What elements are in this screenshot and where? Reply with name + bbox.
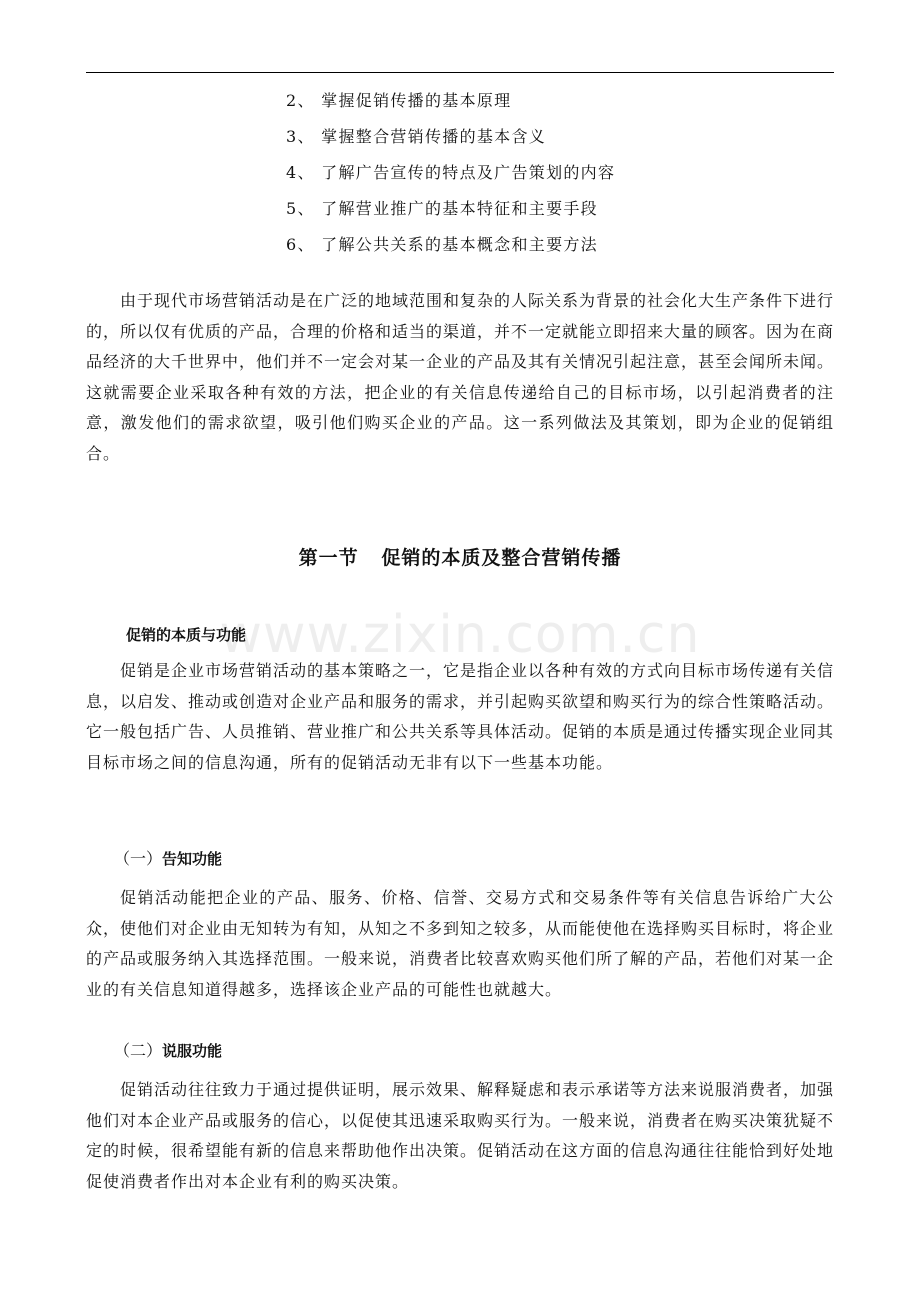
objective-item: 5、 了解营业推广的基本特征和主要手段: [286, 199, 598, 218]
function-heading-persuade: [114, 1036, 222, 1066]
objective-item: 2、 掌握促销传播的基本原理: [286, 91, 512, 110]
subsection-paragraph: 促销是企业市场营销活动的基本策略之一，它是指企业以各种有效的方式向目标市场传递有关信息，以启发、推动或创造对企业产品和服务的需求，并引起购买欲望和购买行为的综合性策略活动。它一般包括广告、人员推销、营业推广和公共关系等具体活动。促销的本质是通过传播实现企业同其目标市场之间的信息沟通，所有的促销活动无非有以下一些基本功能。: [86, 661, 835, 772]
heading-number: （二）: [114, 1041, 163, 1060]
watermark: www.zixin.com.cn: [219, 605, 701, 665]
heading-text: 告知功能: [162, 850, 223, 868]
subsection-heading: 促销的本质与功能: [126, 626, 247, 644]
intro-paragraph: 由于现代市场营销活动是在广泛的地域范围和复杂的人际关系为背景的社会化大生产条件下进行的，所以仅有优质的产品，合理的价格和适当的渠道，并不一定就能立即招来大量的顾客。因为在商品经济的大千世界中，他们并不一定会对某一企业的产品及其有关情况引起注意，甚至会闻所未闻。这就需要企业采取各种有效的方法，把企业的有关信息传递给自己的目标市场，以引起消费者的注意，激发他们的需求欲望，吸引他们购买企业的产品。这一系列做法及其策划，即为企业的促销组合。: [86, 291, 835, 463]
function-paragraph-inform: 促销活动能把企业的产品、服务、价格、信誉、交易方式和交易条件等有关信息告诉给广大公众，使他们对企业由无知转为有知，从知之不多到知之较多，从而能使他在选择购买目标时，将企业的产品或服务纳入其选择范围。一般来说，消费者比较喜欢购买他们所了解的产品，若他们对某一企业的有关信息知道得越多，选择该企业产品的可能性也就越大。: [86, 888, 835, 999]
section-title: 第一节 促销的本质及整合营销传播: [298, 547, 622, 569]
learning-objectives-list: [286, 86, 615, 266]
heading-text: 说服功能: [162, 1042, 223, 1060]
objective-item: 6、 了解公共关系的基本概念和主要方法: [286, 235, 598, 254]
objective-item: 4、 了解广告宣传的特点及广告策划的内容: [286, 163, 616, 182]
objective-item: 3、 掌握整合营销传播的基本含义: [286, 127, 547, 146]
header-rule: [86, 72, 834, 73]
function-heading-inform: [114, 844, 222, 874]
function-paragraph-persuade: 促销活动往往致力于通过提供证明，展示效果、解释疑虑和表示承诺等方法来说服消费者，加强他们对本企业产品或服务的信心，以促使其迅速采取购买行为。一般来说，消费者在购买决策犹疑不定的时候，很希望能有新的信息来帮助他作出决策。促销活动在这方面的信息沟通往往能恰到好处地促使消费者作出对本企业有利的购买决策。: [86, 1080, 835, 1191]
heading-number: （一）: [114, 849, 163, 868]
